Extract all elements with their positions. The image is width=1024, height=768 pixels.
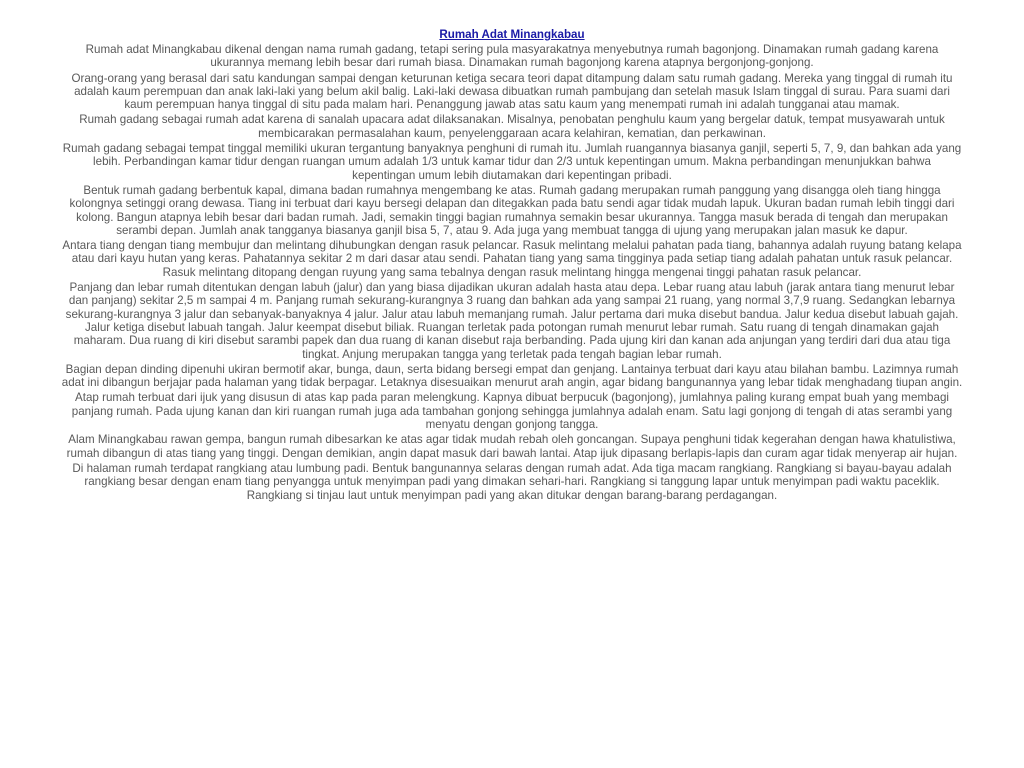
paragraph-11: Di halaman rumah terdapat rangkiang atau lumbung padi. Bentuk bangunannya selaras dengan rumah adat. Ada tiga macam rangkiang. Rangkiang si bayau-bayau adalah rangkiang besar dengan enam tiang penyangga untuk menyimpan padi yang dimakan sehari-hari. Rangkiang si tanggung lapar untuk menyimpan padi waktu paceklik. Rangkiang si tinjau laut untuk menyimpan padi yang akan ditukar dengan barang-barang perdagangan. xyxy=(72,461,952,502)
paragraph-5: Bentuk rumah gadang berbentuk kapal, dimana badan rumahnya mengembang ke atas. Rumah gadang merupakan rumah panggung yang disangga oleh tiang hingga kolongnya setinggi orang dewasa. Tiang ini terbuat dari kayu bersegi delapan dan ditegakkan pada batu sendi agar tidak mudah lapuk. Ukuran badan rumah lebih tinggi dari kolong. Bangun atapnya lebih besar dari badan rumah. Jadi, semakin tinggi bagian rumahnya semakin besar ukurannya. Tangga masuk berada di tengah dan merupakan serambi depan. Jumlah anak tangganya biasanya ganjil bisa 5, 7, atau 9. Ada juga yang membuat tangga di ujung yang merupakan jalan masuk ke dapur. xyxy=(69,183,955,237)
paragraph-8: Bagian depan dinding dipenuhi ukiran bermotif akar, bunga, daun, serta bidang bersegi empat dan genjang. Lantainya terbuat dari kayu atau bilahan bambu. Lazimnya rumah adat ini dibangun berjajar pada halaman yang tidak berpagar. Letaknya disesuaikan menurut arah angin, agar bidang bangunannya yang lebar tidak menghadang tiupan angin. xyxy=(61,362,963,390)
title-link[interactable]: Rumah Adat Minangkabau xyxy=(439,28,585,41)
paragraph-3: Rumah gadang sebagai rumah adat karena di sanalah upacara adat dilaksanakan. Misalnya, penobatan penghulu kaum yang bergelar datuk, tempat musyawarah untuk membicarakan permasalahan kaum, penyelenggaraan acara kelahiran, kematian, dan perkawinan. xyxy=(79,113,945,140)
paragraph-7: Panjang dan lebar rumah ditentukan dengan labuh (jalur) dan yang biasa dijadikan ukuran adalah hasta atau depa. Lebar ruang atau labuh (jarak antara tiang menurut lebar dan panjang) sekitar 2,5 m sampai 4 m. Panjang rumah sekurang-kurangnya 3 ruang dan bahkan ada yang sampai 21 ruang, yang normal 3,7,9 ruang. Sedangkan lebarnya sekurang-kurangnya 3 jalur dan sebanyak-banyaknya 4 jalur. Jalur atau labuh memanjang rumah. Jalur pertama dari muka disebut bandua. Jalur kedua disebut labuah gajah. Jalur ketiga disebut labuah tangah. Jalur keempat disebut biliak. Ruangan terletak pada potongan rumah menurut lebar rumah. Satu ruang di tengah dinamakan gajah maharam. Dua ruang di kiri disebut sarambi papek dan dua ruang di kanan disebut raja berbanding. Pada ujung kiri dan kanan ada anjungan yang terdiri dari dua atau tiga tingkat. Anjung merupakan tangga yang terletak pada tengah bagian lebar rumah. xyxy=(65,281,959,361)
paragraph-10: Alam Minangkabau rawan gempa, bangun rumah dibesarkan ke atas agar tidak mudah rebah oleh goncangan. Supaya penghuni tidak kegerahan dengan hawa khatulistiwa, rumah dibangun di atas tiang yang tinggi. Dengan demikian, angin dapat masuk dari bawah lantai. Atap ijuk dipasang berlapis-lapis dan curam agar tidak menyerap air hujan. xyxy=(66,433,958,460)
paragraph-4: Rumah gadang sebagai tempat tinggal memiliki ukuran tergantung banyaknya penghuni di rumah itu. Jumlah ruangannya biasanya ganjil, seperti 5, 7, 9, dan bahkan ada yang lebih. Perbandingan kamar tidur dengan ruangan umum adalah 1/3 untuk kamar tidur dan 2/3 untuk kepentingan umum. Makna perbandingan menunjukkan bahwa kepentingan umum lebih diutamakan dari kepentingan pribadi. xyxy=(62,142,962,182)
paragraph-1: Rumah adat Minangkabau dikenal dengan nama rumah gadang, tetapi sering pula masyarakatnya menyebutnya rumah bagonjong. Dinamakan rumah gadang karena ukurannya memang lebih besar dari rumah biasa. Dinamakan rumah bagonjong karena atapnya bergonjong-gonjong. xyxy=(85,43,939,70)
paragraph-6: Antara tiang dengan tiang membujur dan melintang dihubungkan dengan rasuk pelancar. Rasuk melintang melalui pahatan pada tiang, bahannya adalah ruyung batang kelapa atau dari kayu hutan yang keras. Pahatannya sekitar 2 m dari dasar atau sendi. Pahatan tiang yang sama tingginya pada setiap tiang adalah pahatan untuk rasuk pelancar. Rasuk melintang ditopang dengan ruyung yang sama tebalnya dengan rasuk melintang hingga mengenai tinggi pahatan rasuk pelancar. xyxy=(62,239,962,279)
paragraph-9: Atap rumah terbuat dari ijuk yang disusun di atas kap pada paran melengkung. Kapnya dibuat berpucuk (bagonjong), jumlahnya paling kurang empat buah yang membagi panjang rumah. Pada ujung kanan dan kiri ruangan rumah juga ada tambahan gonjong sehingga jumlahnya adalah enam. Satu lagi gonjong di tengah di atas serambi yang menyatu dengan gonjong tangga. xyxy=(71,391,953,432)
paragraph-2: Orang-orang yang berasal dari satu kandungan sampai dengan keturunan ketiga secara teori dapat ditampung dalam satu rumah gadang. Mereka yang tinggal di rumah itu adalah kaum perempuan dan anak laki-laki yang belum akil balig. Laki-laki dewasa dibuatkan rumah pambujang dan setelah masuk Islam tinggal di surau. Para suami dari kaum perempuan hanya tinggal di situ pada malam hari. Penanggung jawab atas satu kaum yang menempati rumah ini adalah tungganai atau mamak. xyxy=(71,71,953,112)
